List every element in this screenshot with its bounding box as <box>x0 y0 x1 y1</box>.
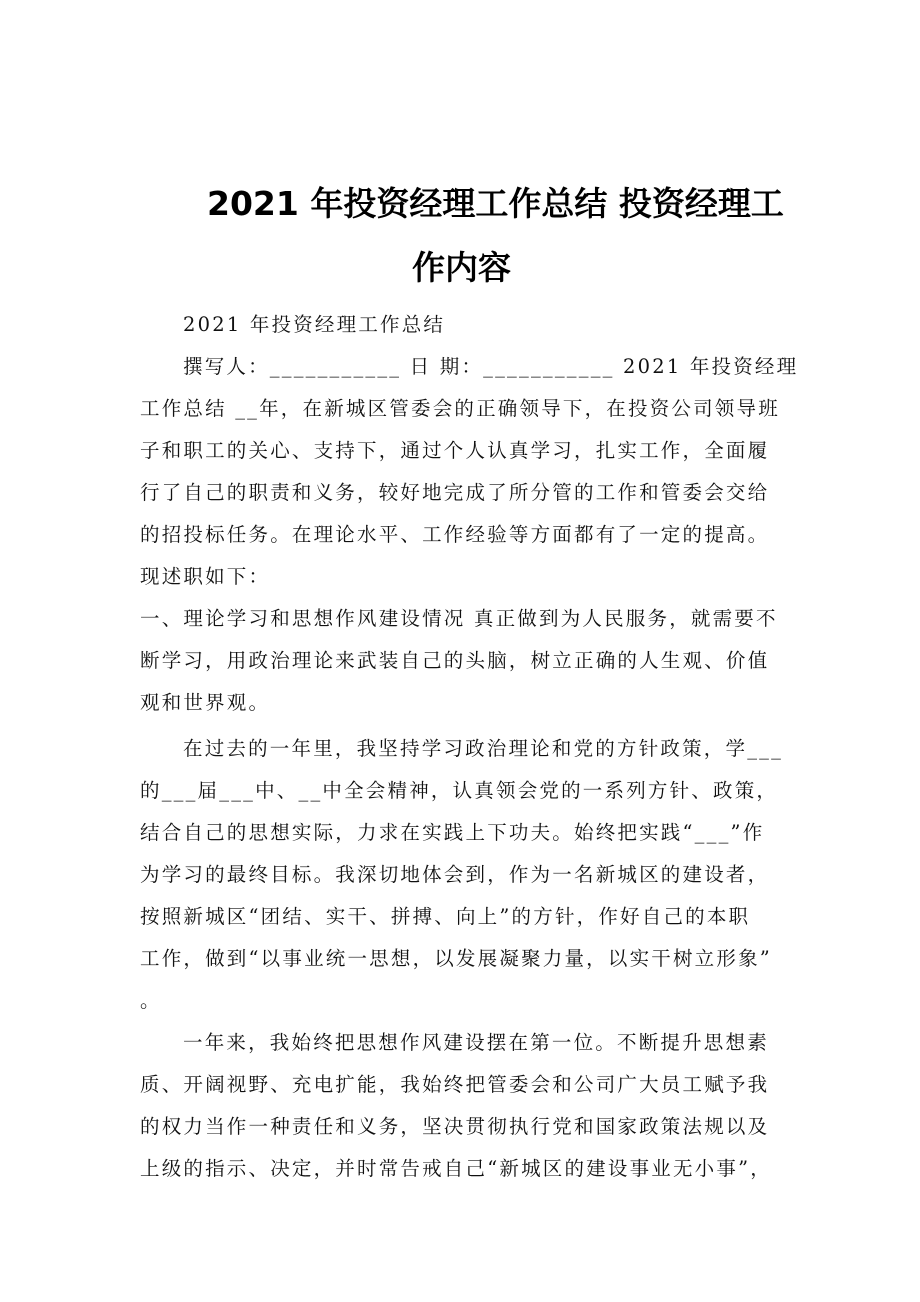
paragraph-line: 工作总结 __年，在新城区管委会的正确领导下，在投资公司领导班 <box>140 397 780 420</box>
paragraph-line: 2021 年投资经理工作总结 <box>183 313 446 336</box>
paragraph-line: 一年来，我始终把思想作风建设摆在第一位。不断提升思想素 <box>183 1031 769 1054</box>
paragraph-line: 上级的指示、决定，并时常告戒自己“新城区的建设事业无小事”， <box>140 1157 772 1180</box>
paragraph-line: 在过去的一年里，我坚持学习政治理论和党的方针政策，学___ <box>183 737 784 760</box>
paragraph-line: 的招投标任务。在理论水平、工作经验等方面都有了一定的提高。 <box>140 523 770 546</box>
paragraph-line: 按照新城区“团结、实干、拼搏、向上”的方针，作好自己的本职 <box>140 905 751 928</box>
paragraph-line: 断学习，用政治理论来武装自己的头脑，树立正确的人生观、价值 <box>140 649 770 672</box>
paragraph-line: 。 <box>140 989 162 1012</box>
paragraph-line: 结合自己的思想实际，力求在实践上下功夫。始终把实践“___”作 <box>140 821 765 844</box>
paragraph-line: 一、理论学习和思想作风建设情况 真正做到为人民服务，就需要不 <box>140 607 778 630</box>
paragraph-line: 观和世界观。 <box>140 691 271 714</box>
paragraph-line: 的___届___中、__中全会精神，认真领会党的一系列方针、政策， <box>140 779 779 802</box>
paragraph-line: 撰写人：___________ 日 期：___________ 2021 年投资经理 <box>183 355 799 378</box>
paragraph-line: 子和职工的关心、支持下，通过个人认真学习，扎实工作，全面履 <box>140 439 770 462</box>
paragraph-line: 工作，做到“以事业统一思想，以发展凝聚力量，以实干树立形象” <box>140 947 772 970</box>
paragraph-line: 质、开阔视野、充电扩能，我始终把管委会和公司广大员工赋予我 <box>140 1073 770 1096</box>
paragraph-line: 行了自己的职责和义务，较好地完成了所分管的工作和管委会交给 <box>140 481 770 504</box>
document-title-line-2: 作内容 <box>412 248 511 287</box>
paragraph-line: 的权力当作一种责任和义务，坚决贯彻执行党和国家政策法规以及 <box>140 1115 770 1138</box>
document-title-line-1: 2021 年投资经理工作总结 投资经理工 <box>207 184 784 223</box>
paragraph-line: 现述职如下： <box>140 565 271 588</box>
paragraph-line: 为学习的最终目标。我深切地体会到，作为一名新城区的建设者， <box>140 863 770 886</box>
